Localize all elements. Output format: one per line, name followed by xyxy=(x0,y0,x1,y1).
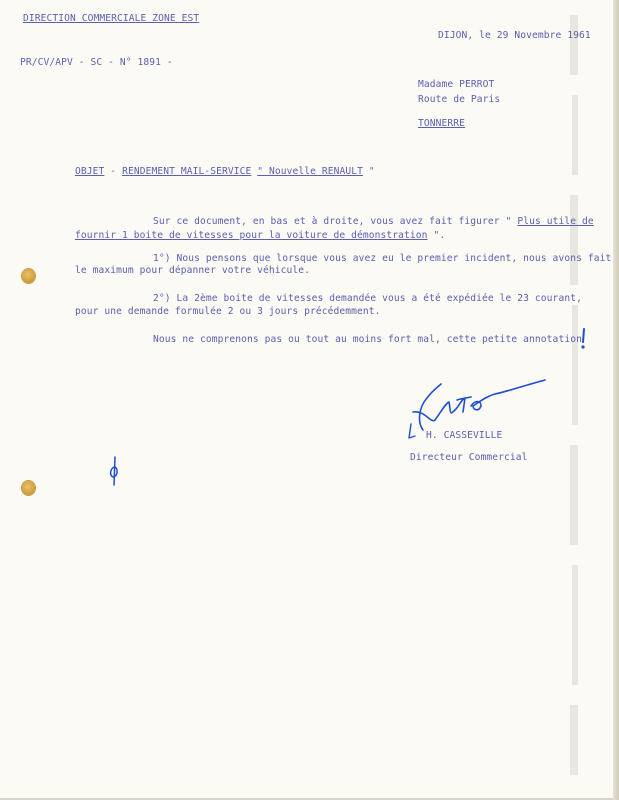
signatory-name: H. CASSEVILLE xyxy=(426,430,503,441)
recipient-name: Madame PERROT xyxy=(418,79,495,90)
subject-dash: - xyxy=(110,166,117,177)
paragraph-2-line-1: 1°) Nous pensons que lorsque vous avez eu le premier incident, nous avons fait xyxy=(153,253,612,264)
subject-line xyxy=(75,166,375,178)
place-date: DIJON, le 29 Novembre 1961 xyxy=(438,30,591,41)
department-heading: DIRECTION COMMERCIALE ZONE EST xyxy=(23,13,200,24)
subject-quote: " Nouvelle RENAULT xyxy=(257,166,364,177)
paragraph-1-line-2 xyxy=(75,230,445,242)
paragraph-3-line-2: pour une demande formulée 2 ou 3 jours précédemment. xyxy=(75,306,381,317)
punch-hole-lower xyxy=(22,481,35,495)
subject-prefix: OBJET xyxy=(75,166,105,177)
paragraph-2-line-2: le maximum pour dépanner votre véhicule. xyxy=(75,265,311,276)
quoted-annotation-part-2: fournir 1 boite de vitesses pour la voiture de démonstration xyxy=(75,230,428,241)
margin-pen-mark xyxy=(106,455,122,489)
reference-number: PR/CV/APV - SC - N° 1891 - xyxy=(20,57,173,68)
paragraph-1-line-1 xyxy=(153,216,594,228)
subject-quote-close: " xyxy=(368,166,375,177)
paragraph-1-end: ". xyxy=(433,230,446,241)
paragraph-4-line-1: Nous ne comprenons pas ou tout au moins fort mal, cette petite annotation xyxy=(153,334,582,345)
paragraph-3-line-1: 2°) La 2ème boite de vitesses demandée vous a été expédiée le 23 courant, xyxy=(153,293,582,304)
paper-edge xyxy=(613,0,619,800)
quoted-annotation-part-1: Plus utile de xyxy=(517,216,594,227)
signatory-title: Directeur Commercial xyxy=(410,452,528,463)
paragraph-1-lead: Sur ce document, en bas et à droite, vous avez fait figurer " xyxy=(153,216,512,227)
recipient-city: TONNERRE xyxy=(418,118,466,129)
see-through-watermark xyxy=(560,5,590,795)
punch-hole-upper xyxy=(22,269,35,283)
recipient-street: Route de Paris xyxy=(418,94,501,105)
subject-label: RENDEMENT MAIL-SERVICE xyxy=(122,166,252,177)
